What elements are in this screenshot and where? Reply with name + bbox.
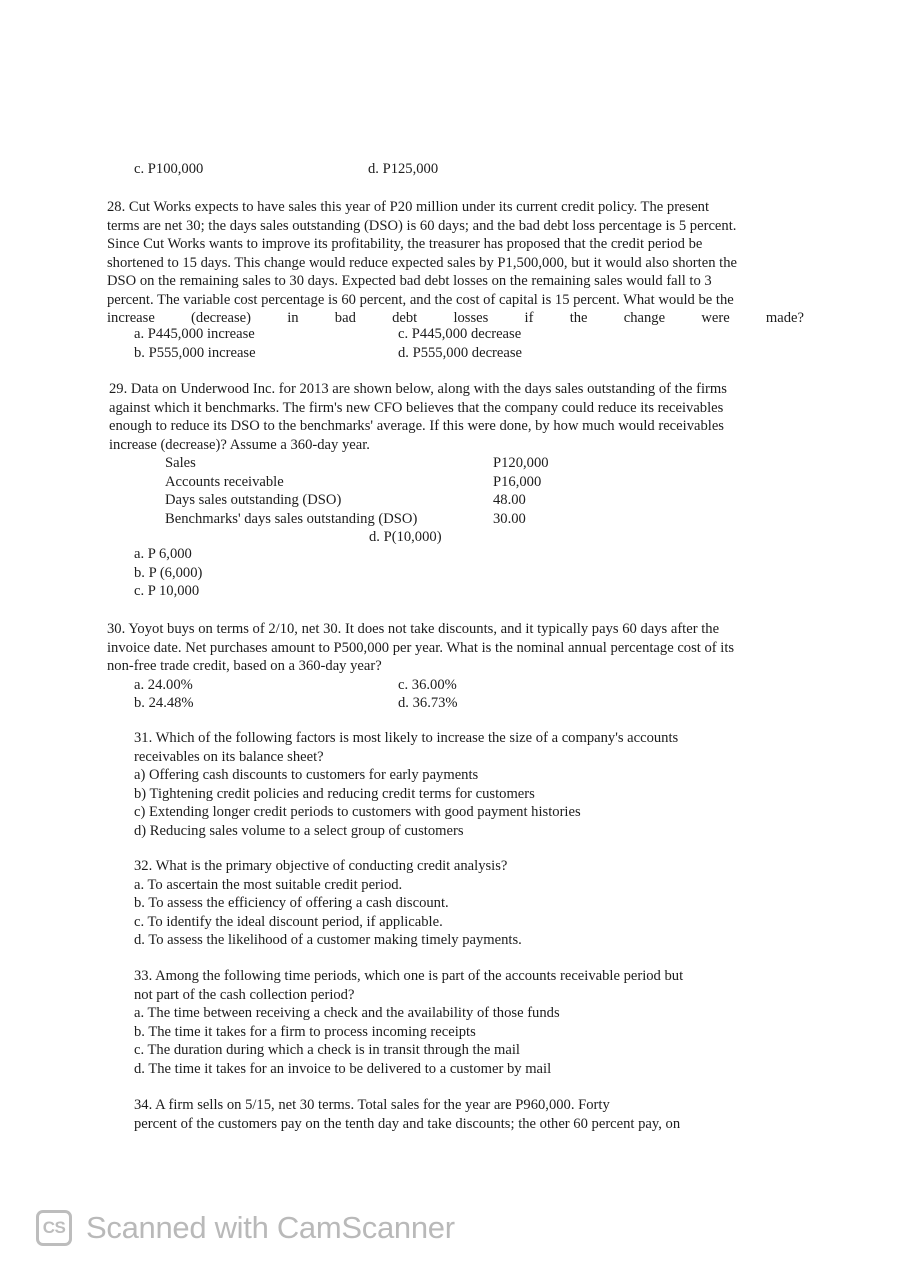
table-label: Accounts receivable xyxy=(165,473,284,490)
question-28-options xyxy=(0,325,905,365)
question-text-line: 29. Data on Underwood Inc. for 2013 are shown below, along with the days sales outstanding of the firms xyxy=(109,381,727,397)
watermark-text: Scanned with CamScanner xyxy=(86,1209,455,1245)
question-text-line: 28. Cut Works expects to have sales this year of P20 million under its current credit policy. The present xyxy=(107,199,710,215)
option-c: c. 36.00% xyxy=(398,677,457,693)
option-d: d. 36.73% xyxy=(398,695,458,711)
option-b: b. To assess the efficiency of offering a cash discount. xyxy=(134,895,449,911)
table-label: Days sales outstanding (DSO) xyxy=(165,492,342,508)
question-32 xyxy=(134,857,754,950)
question-29 xyxy=(109,380,799,454)
option-c: c. P445,000 decrease xyxy=(398,326,522,342)
question-text-line: 30. Yoyot buys on terms of 2/10, net 30. It does not take discounts, and it typically pays 60 days after the xyxy=(107,621,720,637)
table-label: Sales xyxy=(165,455,196,471)
question-text-line: enough to reduce its DSO to the benchmarks' average. If this were done, by how much would receivables xyxy=(109,418,724,434)
table-value: 48.00 xyxy=(493,492,526,508)
option-a: a. 24.00% xyxy=(134,677,193,693)
table-value: 30.00 xyxy=(493,510,526,527)
option-d: d. The time it takes for an invoice to be delivered to a customer by mail xyxy=(134,1060,552,1077)
table-value: P120,000 xyxy=(493,455,549,471)
question-text-line: non-free trade credit, based on a 360-day year? xyxy=(107,658,382,674)
option-c: c. The duration during which a check is in transit through the mail xyxy=(134,1042,520,1058)
question-text-line: increase (decrease) in bad debt losses if the change were made? xyxy=(107,310,804,326)
question-text-line: 31. Which of the following factors is most likely to increase the size of a company's accounts xyxy=(134,730,679,746)
question-text-line: increase (decrease)? Assume a 360-day year. xyxy=(109,436,370,453)
option-d: d. P(10,000) xyxy=(369,529,442,545)
option-d: d) Reducing sales volume to a select group of customers xyxy=(134,822,464,839)
question-31 xyxy=(134,729,754,840)
question-text-line: shortened to 15 days. This change would reduce expected sales by P1,500,000, but it would also shorten the xyxy=(107,254,737,271)
question-27-options xyxy=(0,160,905,180)
question-text-line: 34. A firm sells on 5/15, net 30 terms. Total sales for the year are P960,000. Forty xyxy=(134,1097,610,1113)
question-text-line: receivables on its balance sheet? xyxy=(134,748,324,765)
option-a: a. To ascertain the most suitable credit period. xyxy=(134,876,403,893)
question-33 xyxy=(134,967,774,1078)
question-text-line: DSO on the remaining sales to 30 days. Expected bad debt losses on the remaining sales would fall to 3 xyxy=(107,273,712,289)
question-30-options xyxy=(0,676,905,716)
question-text-line: percent. The variable cost percentage is 60 percent, and the cost of capital is 15 percent. What would be the xyxy=(107,291,734,308)
option-d: d. P125,000 xyxy=(368,161,439,177)
camscanner-watermark xyxy=(36,1208,455,1248)
table-label: Benchmarks' days sales outstanding (DSO) xyxy=(165,510,418,527)
question-29-data-table xyxy=(0,454,905,530)
question-text-line: not part of the cash collection period? xyxy=(134,986,355,1003)
option-c: c. P 10,000 xyxy=(134,583,200,599)
option-c: c. P100,000 xyxy=(134,161,204,177)
option-b: b) Tightening credit policies and reducing credit terms for customers xyxy=(134,785,535,802)
question-text-line: 32. What is the primary objective of conducting credit analysis? xyxy=(134,858,508,874)
camscanner-logo-icon: CS xyxy=(36,1210,72,1246)
option-b: b. P555,000 increase xyxy=(134,344,256,361)
question-text-line: Since Cut Works wants to improve its profitability, the treasurer has proposed that the credit period be xyxy=(107,236,703,252)
option-a: a. P445,000 increase xyxy=(134,326,255,342)
question-34 xyxy=(134,1096,774,1133)
option-b: b. 24.48% xyxy=(134,695,194,711)
question-29-options xyxy=(0,528,905,604)
question-text-line: against which it benchmarks. The firm's new CFO believes that the company could reduce its receivables xyxy=(109,399,724,416)
option-b: b. The time it takes for a firm to process incoming receipts xyxy=(134,1023,476,1040)
question-text-line: 33. Among the following time periods, which one is part of the accounts receivable period but xyxy=(134,968,684,984)
option-a: a. P 6,000 xyxy=(134,546,192,562)
option-d: d. To assess the likelihood of a customer making timely payments. xyxy=(134,932,522,948)
question-30 xyxy=(107,620,804,676)
table-value: P16,000 xyxy=(493,473,542,490)
question-28 xyxy=(107,198,804,328)
option-c: c. To identify the ideal discount period, if applicable. xyxy=(134,913,443,930)
option-a: a. The time between receiving a check and the availability of those funds xyxy=(134,1005,560,1021)
question-text-line: terms are net 30; the days sales outstanding (DSO) is 60 days; and the bad debt loss percentage is 5 percent. xyxy=(107,217,737,234)
option-c: c) Extending longer credit periods to customers with good payment histories xyxy=(134,804,581,820)
question-text-line: invoice date. Net purchases amount to P500,000 per year. What is the nominal annual percentage cost of its xyxy=(107,639,735,656)
question-text-line: percent of the customers pay on the tenth day and take discounts; the other 60 percent pay, on xyxy=(134,1115,681,1132)
option-a: a) Offering cash discounts to customers for early payments xyxy=(134,767,479,783)
option-b: b. P (6,000) xyxy=(134,564,203,581)
option-d: d. P555,000 decrease xyxy=(398,344,523,361)
